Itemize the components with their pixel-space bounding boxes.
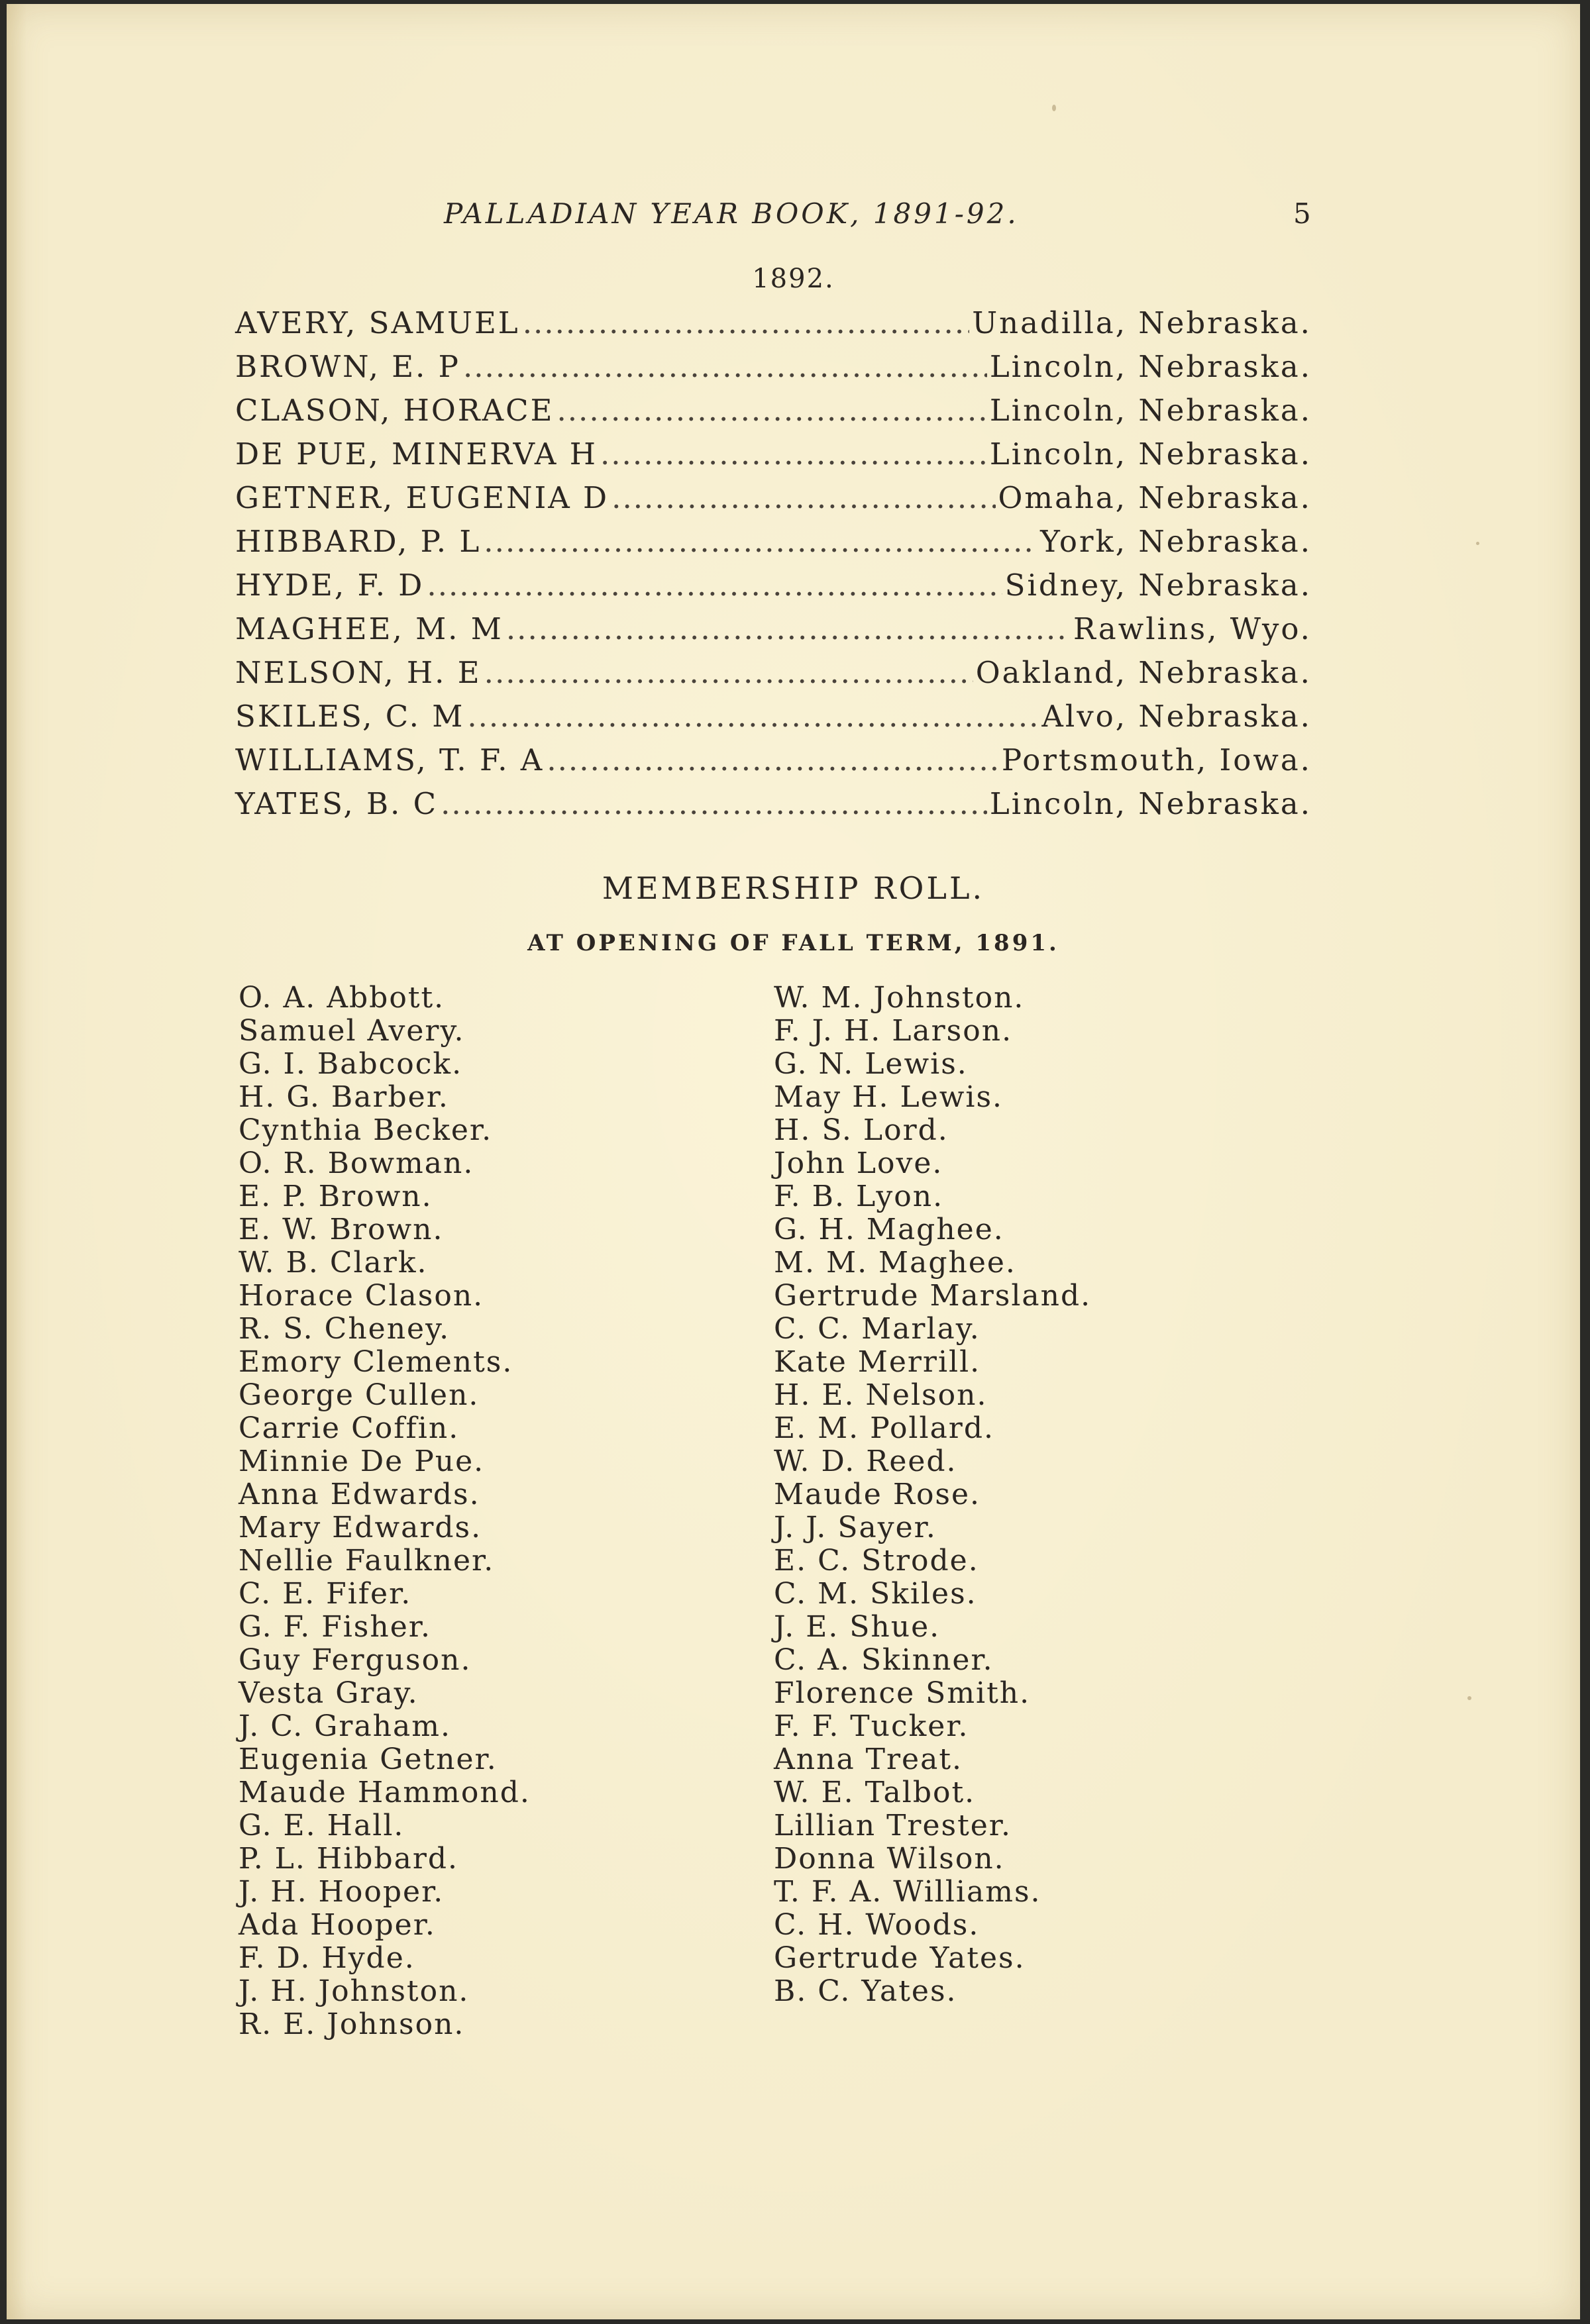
dot-leader xyxy=(506,611,1071,646)
graduate-place: Alvo, Nebraska. xyxy=(1041,699,1312,734)
paper-blemish xyxy=(1052,105,1056,111)
graduate-entry xyxy=(235,393,1312,436)
member-name: J. J. Sayer. xyxy=(774,1511,937,1544)
graduate-place: Oakland, Nebraska. xyxy=(975,655,1312,690)
membership-column-right xyxy=(774,982,1091,2008)
member-name: F. J. H. Larson. xyxy=(774,1014,1013,1048)
graduate-name: BROWN, E. P xyxy=(235,349,460,384)
graduate-name: WILLIAMS, T. F. A xyxy=(235,742,545,778)
member-name: W. M. Johnston. xyxy=(774,981,1025,1015)
graduate-place: Portsmouth, Iowa. xyxy=(1001,742,1312,778)
member-name: P. L. Hibbard. xyxy=(238,1842,459,1876)
member-name: G. I. Babcock. xyxy=(238,1047,463,1081)
graduate-name: HIBBARD, P. L xyxy=(235,524,482,559)
member-name: W. B. Clark. xyxy=(238,1246,428,1280)
graduate-place: Unadilla, Nebraska. xyxy=(972,305,1312,340)
membership-roll-subtitle: AT OPENING OF FALL TERM, 1891. xyxy=(527,930,1059,956)
member-name: Gertrude Yates. xyxy=(774,1941,1026,1975)
member-name: John Love. xyxy=(774,1146,943,1180)
member-name: C. E. Fifer. xyxy=(238,1577,412,1611)
graduate-entry xyxy=(235,349,1312,393)
member-name: E. P. Brown. xyxy=(238,1180,433,1213)
member-name: C. C. Marlay. xyxy=(774,1312,980,1346)
graduate-name: MAGHEE, M. M xyxy=(235,611,504,646)
member-name: Mary Edwards. xyxy=(238,1511,482,1544)
running-header xyxy=(7,197,1580,237)
member-name: F. D. Hyde. xyxy=(238,1941,415,1975)
member-name: Lillian Trester. xyxy=(774,1809,1012,1843)
member-name: G. F. Fisher. xyxy=(238,1610,431,1644)
member-name: Guy Ferguson. xyxy=(238,1643,472,1677)
page-number: 5 xyxy=(1293,197,1311,230)
member-name: B. C. Yates. xyxy=(774,1974,957,2008)
graduate-place: Lincoln, Nebraska. xyxy=(989,436,1312,472)
graduate-entry xyxy=(235,786,1312,830)
member-name: Minnie De Pue. xyxy=(238,1444,485,1478)
member-name: Ada Hooper. xyxy=(238,1908,436,1942)
dot-leader xyxy=(467,699,1039,734)
dot-leader xyxy=(484,524,1037,559)
graduate-entry xyxy=(235,742,1312,786)
dot-leader xyxy=(547,742,999,778)
membership-column-left xyxy=(238,982,531,2041)
member-name: J. H. Hooper. xyxy=(238,1875,445,1909)
paper-blemish xyxy=(1476,542,1479,545)
member-name: H. S. Lord. xyxy=(774,1113,949,1147)
member-name: F. F. Tucker. xyxy=(774,1709,969,1743)
member-name: M. M. Maghee. xyxy=(774,1246,1016,1280)
graduate-name: YATES, B. C xyxy=(235,786,439,821)
member-name: G. N. Lewis. xyxy=(774,1047,968,1081)
graduate-name: GETNER, EUGENIA D xyxy=(235,480,610,515)
member-name: O. R. Bowman. xyxy=(238,1146,474,1180)
dot-leader xyxy=(600,436,987,472)
member-name: Maude Rose. xyxy=(774,1478,981,1511)
dot-leader xyxy=(463,349,987,384)
graduate-place: Sidney, Nebraska. xyxy=(1004,568,1312,603)
graduate-entry xyxy=(235,611,1312,655)
member-name: J. C. Graham. xyxy=(238,1709,451,1743)
graduate-name: HYDE, F. D xyxy=(235,568,425,603)
graduate-place: Omaha, Nebraska. xyxy=(998,480,1312,515)
member-name: G. H. Maghee. xyxy=(774,1213,1004,1246)
member-name: Maude Hammond. xyxy=(238,1776,531,1809)
member-name: G. E. Hall. xyxy=(238,1809,405,1843)
member-name: R. E. Johnson. xyxy=(238,2007,465,2041)
member-name: Anna Treat. xyxy=(774,1743,963,1776)
graduate-entry xyxy=(235,655,1312,699)
member-name: Horace Clason. xyxy=(238,1279,484,1313)
member-name: C. H. Woods. xyxy=(774,1908,980,1942)
membership-roll-title: MEMBERSHIP ROLL. xyxy=(602,870,985,906)
graduate-place: Rawlins, Wyo. xyxy=(1073,611,1312,646)
dot-leader xyxy=(427,568,1002,603)
dot-leader xyxy=(441,786,987,821)
book-title: PALLADIAN YEAR BOOK, 1891-92. xyxy=(444,197,1019,230)
paper-blemish xyxy=(1467,1696,1471,1700)
member-name: Florence Smith. xyxy=(774,1676,1031,1710)
book-page xyxy=(7,4,1580,2319)
graduate-name: CLASON, HORACE xyxy=(235,393,555,428)
graduate-name: AVERY, SAMUEL xyxy=(235,305,520,340)
member-name: R. S. Cheney. xyxy=(238,1312,450,1346)
member-name: Anna Edwards. xyxy=(238,1478,480,1511)
member-name: Vesta Gray. xyxy=(238,1676,419,1710)
member-name: May H. Lewis. xyxy=(774,1080,1004,1114)
member-name: E. M. Pollard. xyxy=(774,1411,994,1445)
member-name: Samuel Avery. xyxy=(238,1014,465,1048)
dot-leader xyxy=(484,655,973,690)
member-name: Eugenia Getner. xyxy=(238,1743,498,1776)
member-name: Donna Wilson. xyxy=(774,1842,1005,1876)
graduates-list xyxy=(235,305,1312,830)
graduate-entry xyxy=(235,480,1312,524)
graduate-name: SKILES, C. M xyxy=(235,699,465,734)
member-name: J. H. Johnston. xyxy=(238,1974,470,2008)
member-name: Kate Merrill. xyxy=(774,1345,981,1379)
member-name: C. A. Skinner. xyxy=(774,1643,994,1677)
dot-leader xyxy=(611,480,995,515)
dot-leader xyxy=(556,393,986,428)
graduate-place: Lincoln, Nebraska. xyxy=(989,349,1312,384)
member-name: Emory Clements. xyxy=(238,1345,513,1379)
graduate-name: NELSON, H. E xyxy=(235,655,482,690)
member-name: Nellie Faulkner. xyxy=(238,1544,495,1578)
member-name: E. W. Brown. xyxy=(238,1213,444,1246)
member-name: W. D. Reed. xyxy=(774,1444,957,1478)
graduate-entry xyxy=(235,305,1312,349)
member-name: F. B. Lyon. xyxy=(774,1180,944,1213)
dot-leader xyxy=(523,305,970,340)
member-name: George Cullen. xyxy=(238,1378,480,1412)
year-heading: 1892. xyxy=(752,264,835,294)
member-name: E. C. Strode. xyxy=(774,1544,979,1578)
member-name: Cynthia Becker. xyxy=(238,1113,493,1147)
member-name: O. A. Abbott. xyxy=(238,981,445,1015)
graduate-entry xyxy=(235,568,1312,611)
graduate-place: York, Nebraska. xyxy=(1040,524,1312,559)
graduate-entry xyxy=(235,699,1312,742)
member-name: J. E. Shue. xyxy=(774,1610,941,1644)
graduate-place: Lincoln, Nebraska. xyxy=(989,393,1312,428)
member-name: H. E. Nelson. xyxy=(774,1378,988,1412)
member-name: C. M. Skiles. xyxy=(774,1577,977,1611)
graduate-place: Lincoln, Nebraska. xyxy=(989,786,1312,821)
graduate-name: DE PUE, MINERVA H xyxy=(235,436,598,472)
member-name: Carrie Coffin. xyxy=(238,1411,460,1445)
graduate-entry xyxy=(235,436,1312,480)
member-name: T. F. A. Williams. xyxy=(774,1875,1041,1909)
member-name: W. E. Talbot. xyxy=(774,1776,976,1809)
graduate-entry xyxy=(235,524,1312,568)
member-name: Gertrude Marsland. xyxy=(774,1279,1092,1313)
member-name: H. G. Barber. xyxy=(238,1080,449,1114)
